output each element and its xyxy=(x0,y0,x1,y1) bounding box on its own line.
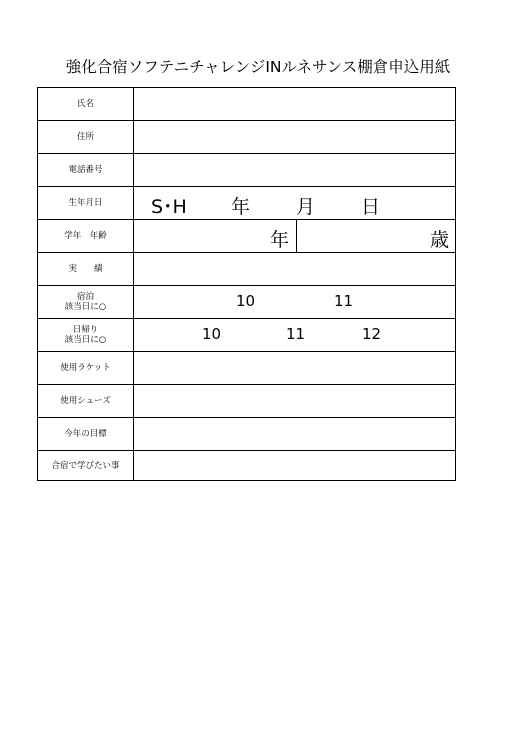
name-field[interactable] xyxy=(134,88,455,120)
birthdate-year-unit: 年 xyxy=(231,196,251,218)
grade-year-unit: 年 xyxy=(270,229,290,251)
goal-field[interactable] xyxy=(134,418,455,450)
stay-day-10[interactable]: 10 xyxy=(236,292,256,310)
row-phone xyxy=(38,154,455,187)
stay-field xyxy=(134,286,455,318)
day-trip-day-12[interactable]: 12 xyxy=(362,325,382,343)
learn-field[interactable] xyxy=(134,451,455,480)
label-racket: 使用ラケット xyxy=(38,352,134,384)
birthdate-day-unit: 日 xyxy=(361,196,381,218)
row-racket xyxy=(38,352,455,385)
label-phone: 電話番号 xyxy=(38,154,134,186)
grade-age-divider xyxy=(296,220,297,252)
label-goal: 今年の目標 xyxy=(38,418,134,450)
racket-field[interactable] xyxy=(134,352,455,384)
label-achievements: 実 績 xyxy=(38,253,134,285)
address-field[interactable] xyxy=(134,121,455,153)
application-form xyxy=(37,87,456,481)
row-address xyxy=(38,121,455,154)
row-grade-age xyxy=(38,220,455,253)
stay-day-11[interactable]: 11 xyxy=(334,292,354,310)
birthdate-field[interactable] xyxy=(134,187,455,219)
grade-age-field[interactable] xyxy=(134,220,455,252)
achievements-field[interactable] xyxy=(134,253,455,285)
form-title: 強化合宿ソフテニチャレンジINルネサンス棚倉申込用紙 xyxy=(65,58,451,76)
day-trip-day-10[interactable]: 10 xyxy=(202,325,222,343)
label-grade-age: 学年 年齢 xyxy=(38,220,134,252)
label-shoes: 使用シューズ xyxy=(38,385,134,417)
birthdate-era: S･H xyxy=(151,196,187,218)
label-learn: 合宿で学びたい事 xyxy=(38,451,134,480)
birthdate-month-unit: 月 xyxy=(296,196,316,218)
day-trip-field xyxy=(134,319,455,351)
row-achievements xyxy=(38,253,455,286)
label-day-trip: 日帰り 該当日に○ xyxy=(38,319,134,351)
label-birthdate: 生年月日 xyxy=(38,187,134,219)
label-stay: 宿泊 該当日に○ xyxy=(38,286,134,318)
day-trip-day-11[interactable]: 11 xyxy=(286,325,306,343)
shoes-field[interactable] xyxy=(134,385,455,417)
label-name: 氏名 xyxy=(38,88,134,120)
row-day-trip xyxy=(38,319,455,352)
row-goal xyxy=(38,418,455,451)
row-stay xyxy=(38,286,455,319)
row-learn xyxy=(38,451,455,480)
row-shoes xyxy=(38,385,455,418)
label-address: 住所 xyxy=(38,121,134,153)
row-birthdate xyxy=(38,187,455,220)
phone-field[interactable] xyxy=(134,154,455,186)
row-name xyxy=(38,88,455,121)
age-unit: 歳 xyxy=(430,229,450,251)
